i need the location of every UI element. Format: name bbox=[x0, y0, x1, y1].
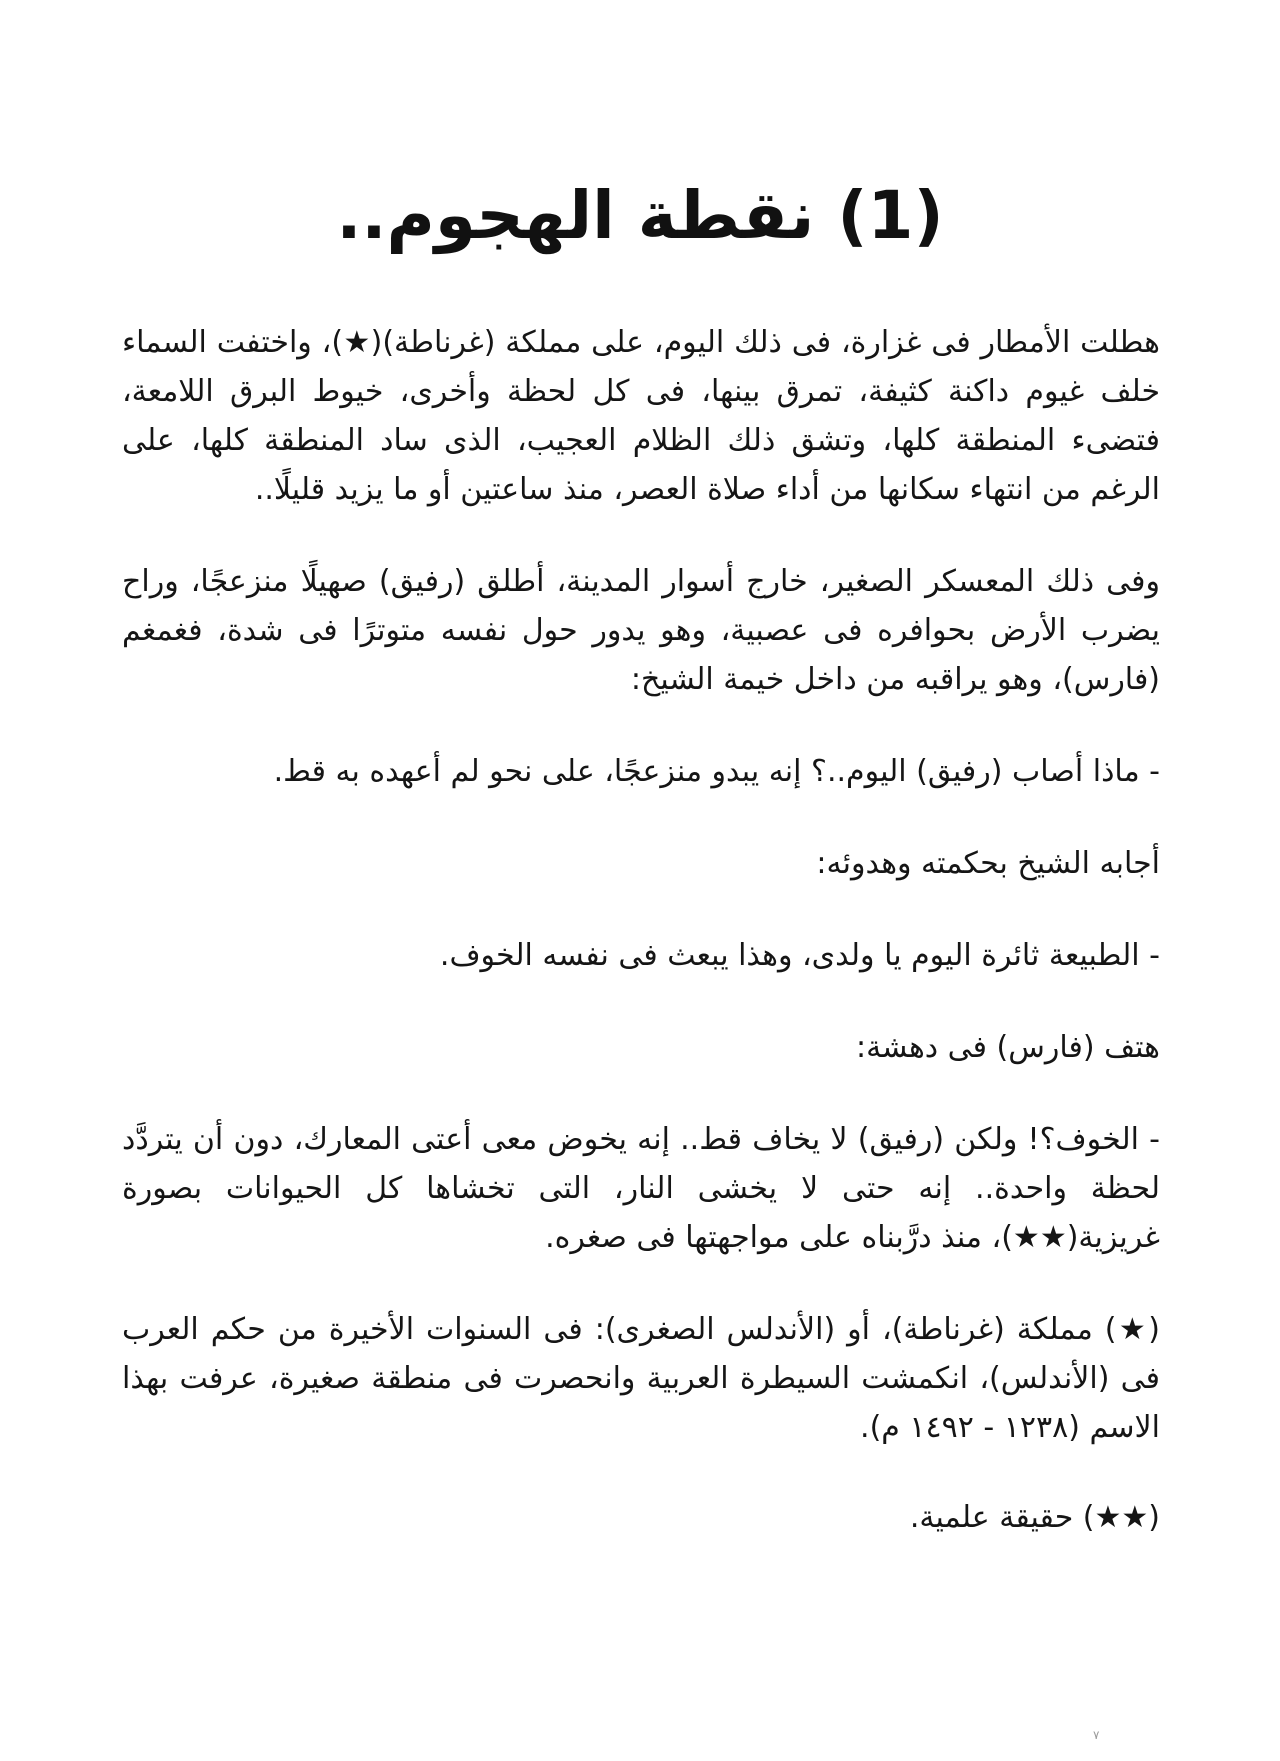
chapter-body bbox=[122, 318, 1160, 1585]
footnote-1: (★) مملكة (غرناطة)، أو (الأندلس الصغرى): فى السنوات الأخيرة من حكم العرب فى (الأندلس)، انكمشت السيطرة العربية وانحصرت فى منطقة صغيرة، عرفت بهذا الاسم (١٢٣٨ - ١٤٩٢ م). bbox=[122, 1312, 1160, 1445]
dialogue-line-3: - الخوف؟! ولكن (رفيق) لا يخاف قط.. إنه يخوض معى أعتى المعارك، دون أن يتردَّد لحظة واحدة.. إنه حتى لا يخشى النار، التى تخشاها كل الحيوانات بصورة غريزية(★★)، منذ درَّبناه على مواجهتها فى صغره. bbox=[122, 1122, 1160, 1255]
page-number: ٧ bbox=[1093, 1728, 1100, 1742]
dialogue-line-2: - الطبيعة ثائرة اليوم يا ولدى، وهذا يبعث فى نفسه الخوف. bbox=[439, 938, 1160, 973]
dialogue-line-1: - ماذا أصاب (رفيق) اليوم..؟ إنه يبدو منزعجًا، على نحو لم أعهده به قط. bbox=[273, 754, 1160, 789]
footnote-2: (★★) حقيقة علمية. bbox=[909, 1500, 1160, 1535]
paragraph-1: هطلت الأمطار فى غزارة، فى ذلك اليوم، على مملكة (غرناطة)(★)، واختفت السماء خلف غيوم داكنة كثيفة، تمرق بينها، فى كل لحظة وأخرى، خيوط البرق اللامعة، فتضىء المنطقة كلها، وتشق ذلك الظلام العجيب، الذى ساد المنطقة كلها، على الرغم من انتهاء سكانها من أداء صلاة العصر، منذ ساعتين أو ما يزيد قليلًا.. bbox=[122, 325, 1160, 507]
paragraph-3: أجابه الشيخ بحكمته وهدوئه: bbox=[816, 846, 1160, 881]
chapter-title: (1) نقطة الهجوم.. bbox=[336, 177, 944, 254]
paragraph-2: وفى ذلك المعسكر الصغير، خارج أسوار المدينة، أطلق (رفيق) صهيلًا منزعجًا، وراح يضرب الأرض بحوافره فى عصبية، وهو يدور حول نفسه متوترًا فى شدة، فغمغم (فارس)، وهو يراقبه من داخل خيمة الشيخ: bbox=[122, 564, 1160, 697]
paragraph-4: هتف (فارس) فى دهشة: bbox=[855, 1030, 1160, 1065]
